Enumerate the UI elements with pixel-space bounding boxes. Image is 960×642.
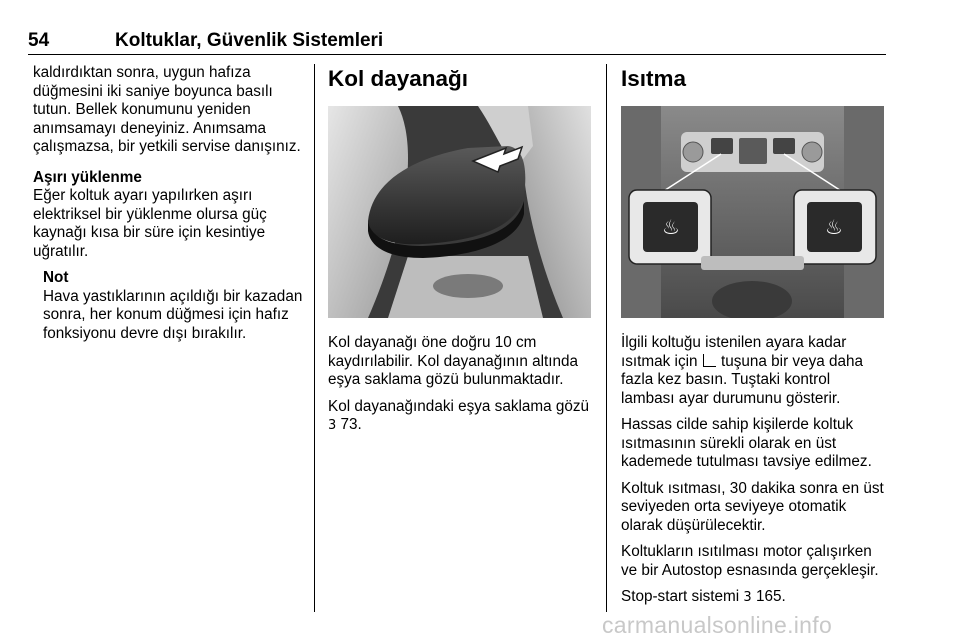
heating-instruction-paragraph: [621, 334, 886, 408]
seat-heating-illustration: [621, 106, 884, 318]
armrest-storage-paragraph: [328, 398, 598, 436]
continued-paragraph: kaldırdıktan sonra, uygun hafıza düğmesini iki saniye boyunca basılı tutun. Bellek konumunu yeniden anımsamayı deneyiniz. Anımsama çalışmazsa, bir yetkili servise danışınız.: [33, 64, 301, 155]
column-2: [328, 64, 598, 444]
overload-heading: Aşırı yüklenme: [33, 168, 142, 186]
armrest-storage-text: Kol dayanağındaki eşya saklama gözü: [328, 397, 590, 415]
sensitive-skin-paragraph: Hassas cilde sahip kişilerde koltuk ısıtmasının sürekli olarak en üst kademede tutulması tavsiye edilmez.: [621, 416, 872, 470]
svg-text:♨: ♨: [825, 215, 843, 239]
engine-running-paragraph: Koltukların ısıtılması motor çalışırken ve bir Autostop esnasında gerçekleşir.: [621, 543, 879, 579]
column-3: [621, 64, 886, 616]
column-1: [33, 64, 308, 343]
heating-section-title: Isıtma: [621, 66, 687, 91]
console-drawing: [621, 106, 884, 318]
page-header: [28, 30, 886, 55]
heating-instruction-end: tuşuna bir veya daha fazla kez basın. Tuştaki kontrol lambası ayar durumunu gösterir.: [621, 352, 864, 407]
watermark: carmanualsonline.info: [602, 612, 833, 638]
armrest-paragraph: Kol dayanağı öne doğru 10 cm kaydırılabilir. Kol dayanağının altında eşya saklama gözü bulunmaktadır.: [328, 334, 579, 388]
note-text: Hava yastıklarının açıldığı bir kazadan sonra, her konum düğmesi için hafız fonksiyonu devre dışı bırakılır.: [43, 287, 303, 342]
armrest-section-title: Kol dayanağı: [328, 66, 469, 91]
stop-start-text: Stop-start sistemi: [621, 588, 740, 605]
page-number: 54: [28, 30, 50, 51]
heating-instruction-start: İlgili koltuğu istenilen ayara kadar ısıtmak için: [621, 334, 847, 370]
column-divider-1: [314, 64, 315, 612]
page-reference-icon: 3: [743, 590, 752, 605]
page-reference-icon: 3: [328, 418, 337, 433]
column-divider-2: [606, 64, 607, 612]
armrest-illustration: [328, 106, 591, 318]
chapter-title: Koltuklar, Güvenlik Sistemleri: [115, 30, 384, 51]
page-reference: 165.: [755, 588, 786, 605]
stop-start-paragraph: [621, 588, 886, 608]
auto-reduce-paragraph: Koltuk ısıtması, 30 dakika sonra en üst seviyeden orta seviyeye otomatik olarak düşürülecektir.: [621, 479, 884, 534]
seat-heat-icon: [703, 354, 716, 367]
note-block: [43, 269, 308, 343]
page-reference: 73.: [340, 416, 362, 433]
armrest-drawing: [328, 106, 591, 318]
svg-text:♨: ♨: [662, 215, 680, 239]
overload-paragraph: Eğer koltuk ayarı yapılırken aşırı elektriksel bir yüklenme olursa güç kaynağı kısa bir süre için kesintiye uğratılır.: [33, 187, 267, 260]
note-title: Not: [43, 269, 69, 286]
